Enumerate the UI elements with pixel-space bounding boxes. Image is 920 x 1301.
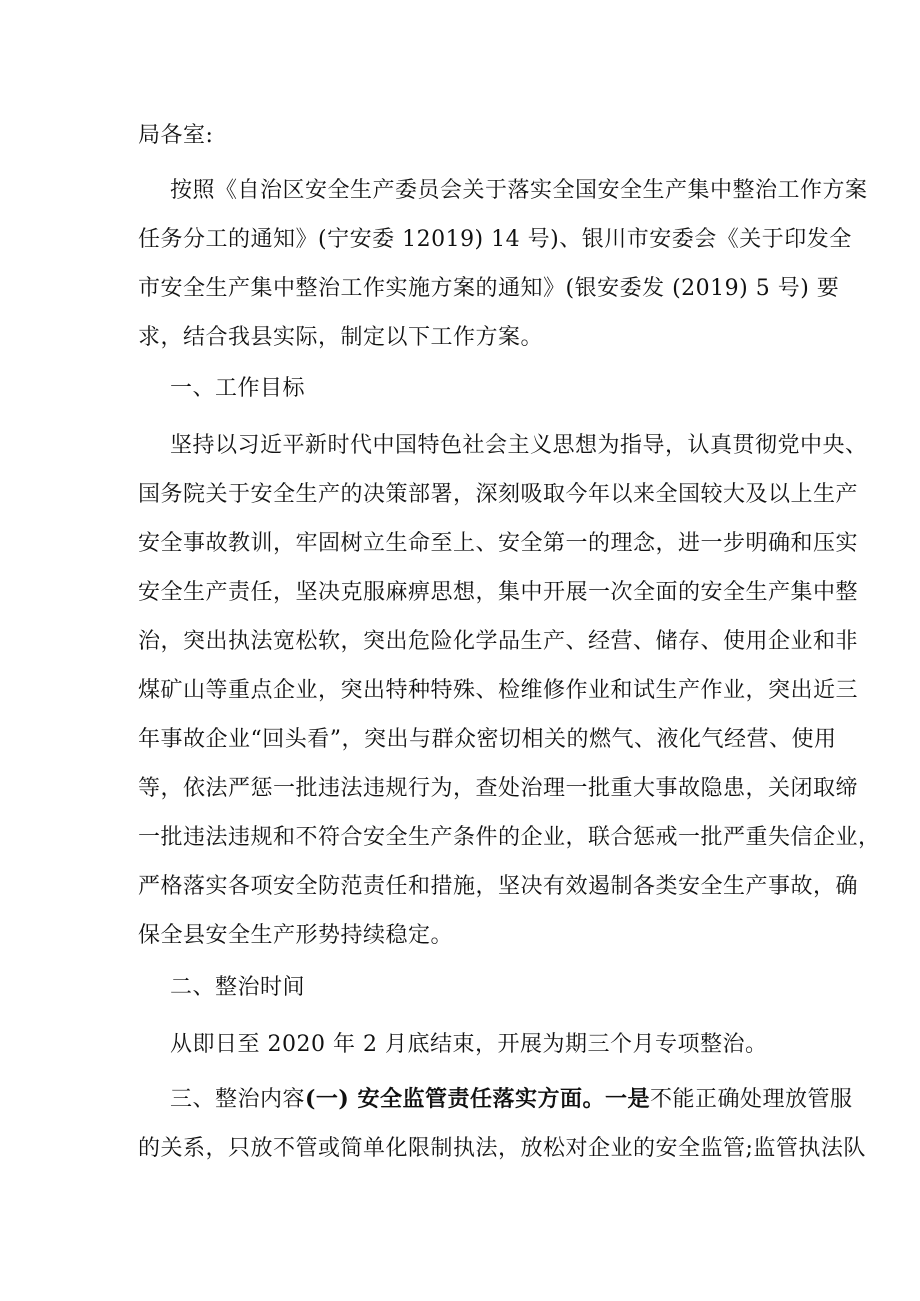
content-bold-heading: (一) 安全监管责任落实方面。一是	[305, 1086, 650, 1112]
goals-line-6: 煤矿山等重点企业，突出特种特殊、检维修作业和试生产作业，突出近三	[138, 678, 859, 703]
goals-line-2: 国务院关于安全生产的决策部署，深刻吸取今年以来全国较大及以上生产	[138, 482, 859, 507]
section-heading-goals: 一、工作目标	[170, 376, 306, 401]
goals-line-11: 保全县安全生产形势持续稳定。	[138, 923, 454, 948]
intro-line-4: 求，结合我县实际，制定以下工作方案。	[138, 325, 544, 350]
intro-line-2: 任务分工的通知》(宁安委 12019) 14 号)、银川市安委会《关于印发全	[138, 227, 852, 252]
goals-line-3: 安全事故教训，牢固树立生命至上、安全第一的理念，进一步明确和压实	[138, 531, 859, 556]
goals-line-7: 年事故企业“回头看”，突出与群众密切相关的燃气、液化气经营、使用	[138, 727, 837, 752]
content-rest: 不能正确处理放管服	[650, 1087, 853, 1112]
content-line-1	[170, 1082, 853, 1113]
goals-line-1: 坚持以习近平新时代中国特色社会主义思想为指导，认真贯彻党中央、	[170, 433, 868, 458]
time-body: 从即日至 2020 年 2 月底结束，开展为期三个月专项整治。	[170, 1032, 768, 1057]
section-heading-time: 二、整治时间	[170, 975, 306, 1000]
intro-line-3: 市安全生产集中整治工作实施方案的通知》(银安委发 (2019) 5 号) 要	[138, 276, 840, 301]
content-prefix: 三、整治内容	[170, 1087, 306, 1112]
goals-line-9: 一批违法违规和不符合安全生产条件的企业，联合惩戒一批严重失信企业，	[138, 825, 881, 850]
goals-line-8: 等，依法严惩一批违法违规行为，查处治理一批重大事故隐患，关闭取缔	[138, 776, 859, 801]
content-line-2: 的关系，只放不管或简单化限制执法，放松对企业的安全监管;监管执法队	[138, 1136, 866, 1161]
goals-line-10: 严格落实各项安全防范责任和措施，坚决有效遏制各类安全生产事故，确	[138, 874, 859, 899]
goals-line-4: 安全生产责任，坚决克服麻痹思想，集中开展一次全面的安全生产集中整	[138, 580, 859, 605]
goals-line-5: 治，突出执法宽松软，突出危险化学品生产、经营、储存、使用企业和非	[138, 629, 859, 654]
intro-line-1: 按照《自治区安全生产委员会关于落实全国安全生产集中整治工作方案	[170, 178, 868, 203]
salutation: 局各室:	[138, 123, 214, 148]
